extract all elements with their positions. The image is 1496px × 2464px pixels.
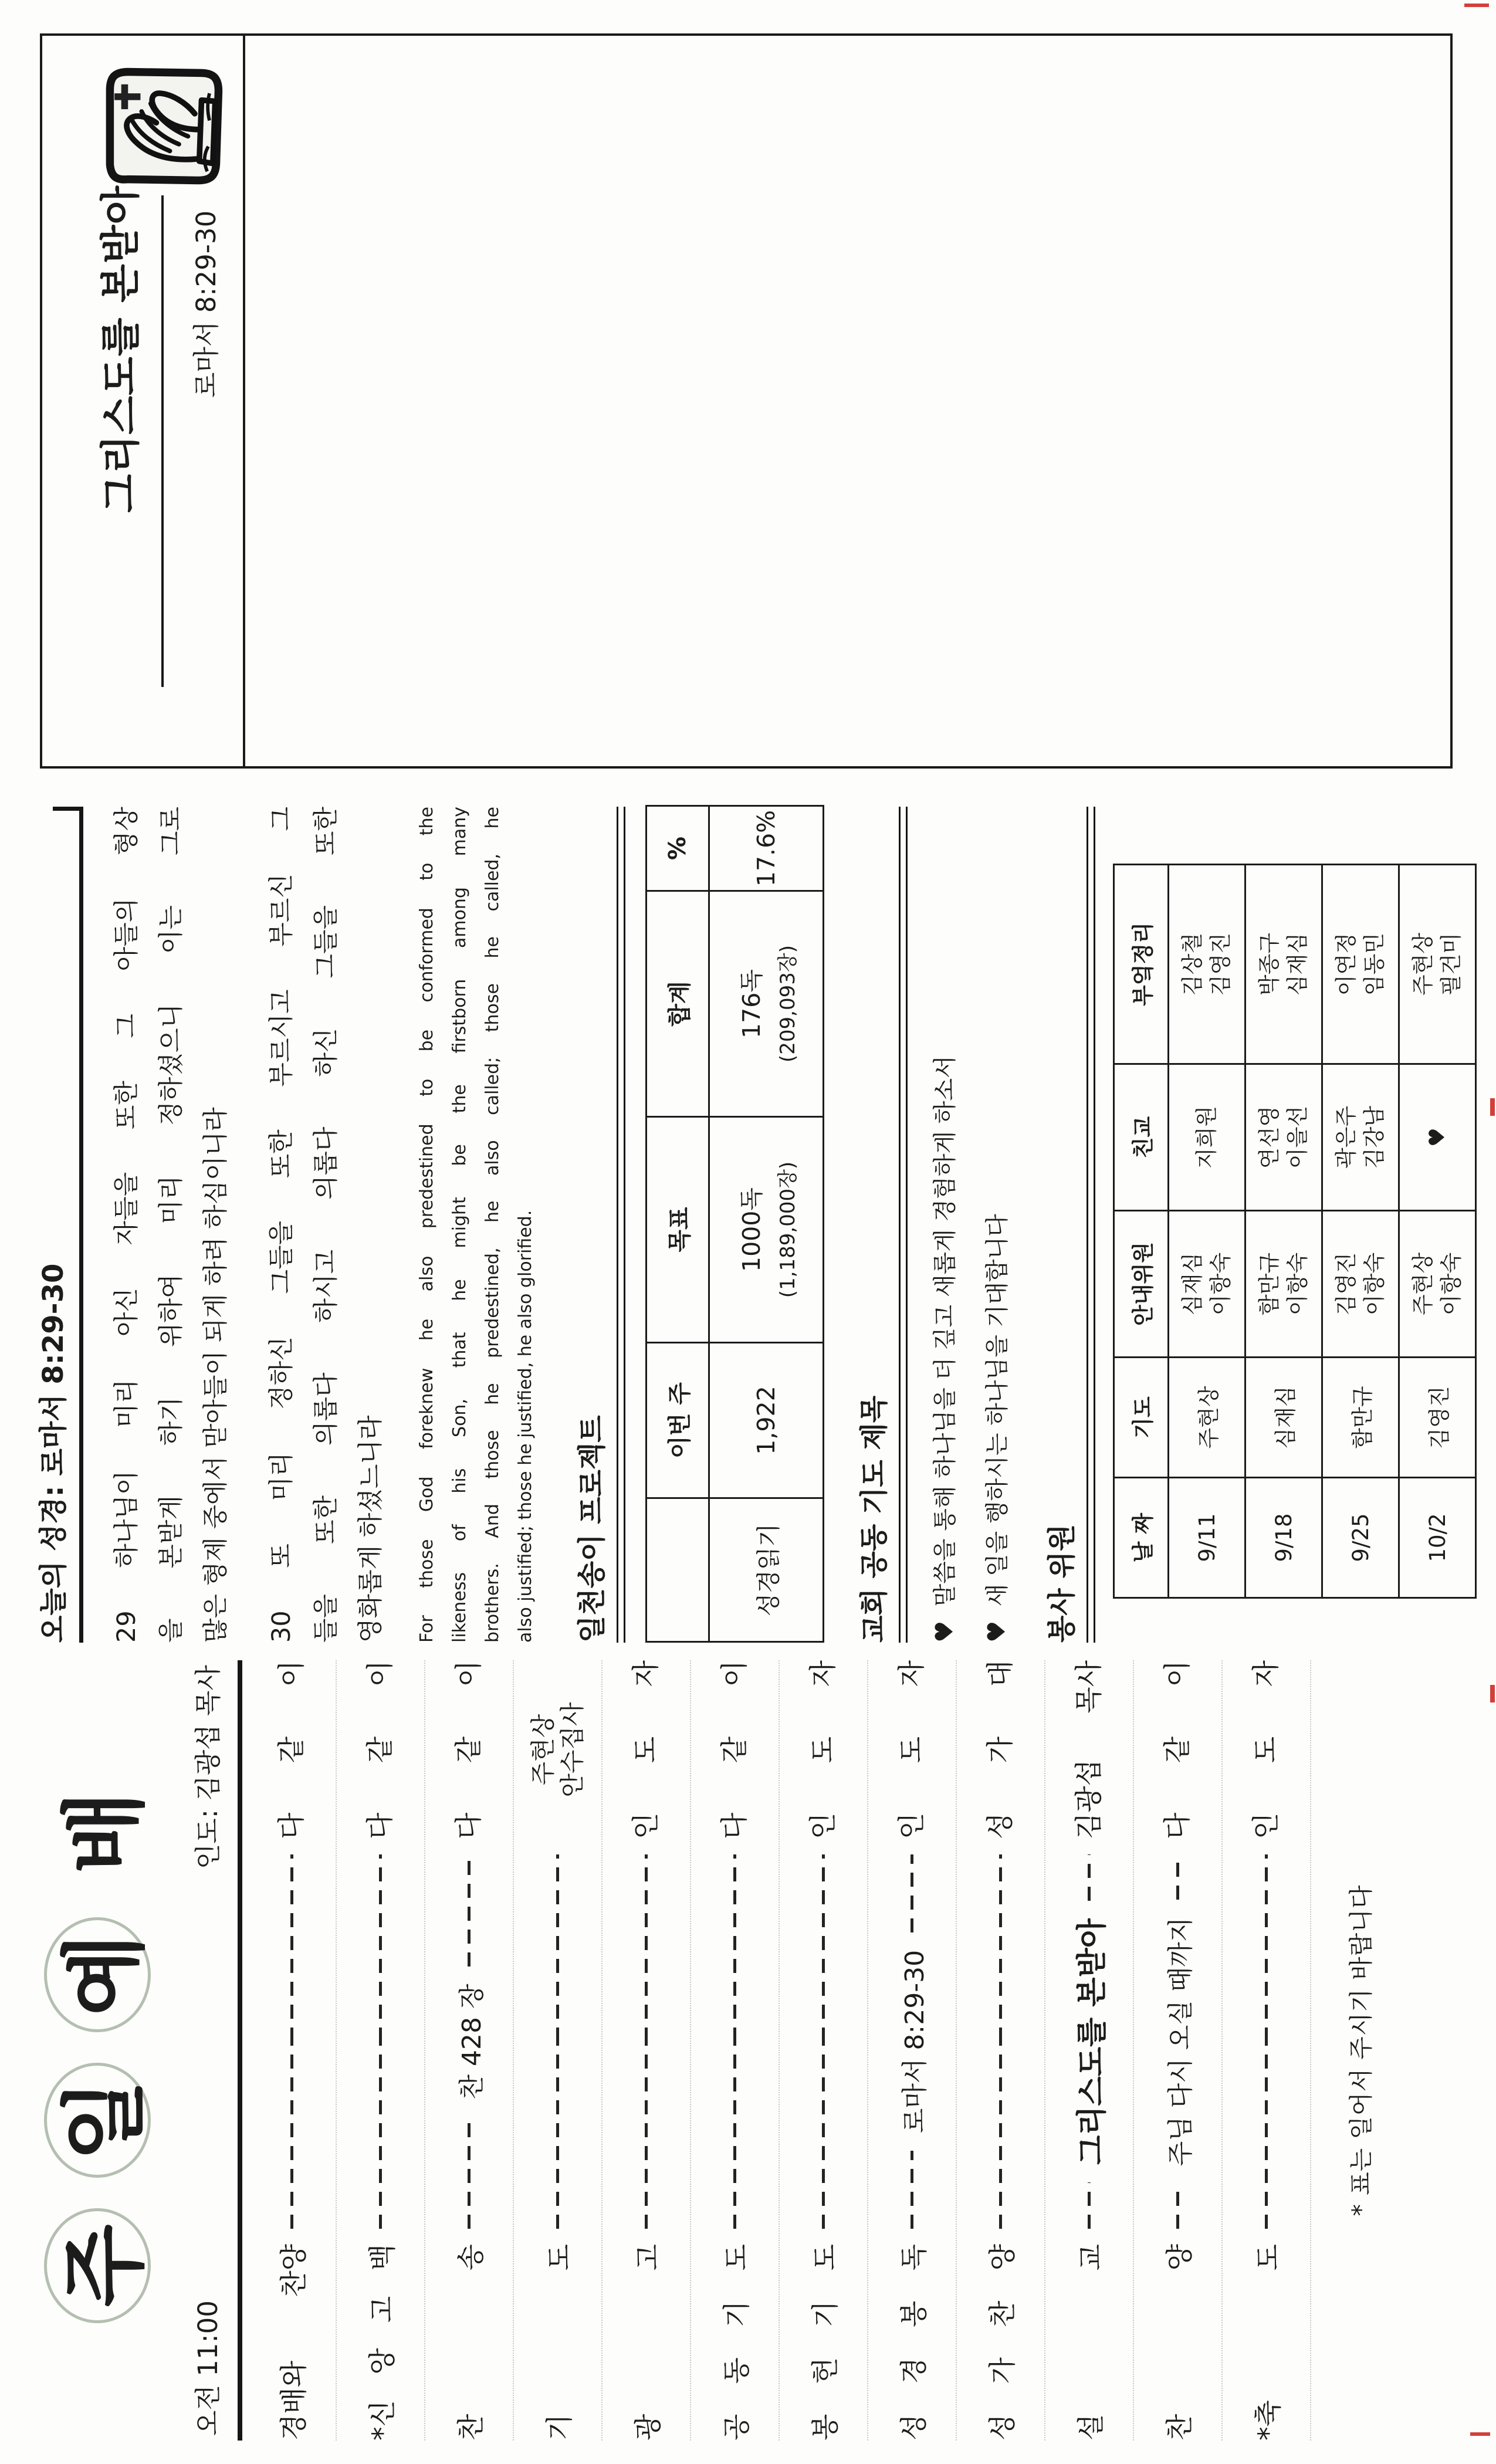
volunteer-prayer: 주현상 — [1169, 1358, 1245, 1478]
volunteer-name: ♥ — [1424, 1127, 1450, 1148]
worship-item-role-line: 다 같 이 — [275, 1660, 308, 1839]
worship-item-label: 설 교 — [1075, 2244, 1108, 2441]
worship-item-role — [807, 1660, 840, 1839]
worship-item-role-line: 안수집사 — [557, 1702, 587, 1798]
volunteer-name: 필건미 — [1439, 932, 1464, 996]
worship-item-leader — [822, 1854, 825, 2229]
volunteer-date: 9/11 — [1169, 1478, 1245, 1598]
volunteer-name: 임동민 — [1362, 932, 1387, 996]
project-goal-value — [709, 1117, 824, 1343]
heart-bullet-icon: ♥ — [982, 1620, 1011, 1643]
volunteer-ushers — [1322, 1211, 1399, 1358]
worship-item-label: 기 도 — [544, 2244, 576, 2441]
project-col-this-week: 이번 주 — [647, 1343, 709, 1498]
leader-dash — [556, 2042, 559, 2229]
worship-calligraphy-title — [42, 1660, 153, 2441]
worship-item-label: 찬 송 — [455, 2244, 488, 2441]
scan-artifact — [1470, 2432, 1490, 2436]
worship-item-role — [1073, 1660, 1105, 1839]
worship-item — [603, 1660, 691, 2441]
scripture-heading-underline — [79, 807, 83, 1643]
volunteers-table — [1113, 864, 1477, 1599]
verse-30-block — [259, 807, 393, 1643]
volunteer-name: 곽은주 — [1333, 1105, 1359, 1169]
leader-dash — [556, 1854, 559, 2042]
worship-item-role-line: 인 도 자 — [1250, 1660, 1282, 1839]
worship-item-role-line: 인 도 자 — [895, 1660, 928, 1839]
project-row-label: 성경읽기 — [709, 1498, 824, 1642]
scripture-heading: 오늘의 성경: 로마서 8:29-30 — [37, 1263, 70, 1643]
project-table — [645, 805, 824, 1643]
section-double-rule — [899, 807, 908, 1643]
text-line: 많은 형제 중에서 맏아들이 되게 하려 하심이니라 — [201, 1107, 231, 1643]
worship-item-role — [984, 1660, 1017, 1839]
volunteer-name: 김강남 — [1362, 1105, 1387, 1169]
volunteer-name: 이항숙 — [1439, 1252, 1464, 1316]
volunteer-fellowship — [1245, 1064, 1322, 1211]
worship-item-leader — [451, 1854, 488, 2229]
leader-dash — [1088, 2182, 1091, 2229]
worship-item-label: 성 경 봉 독 — [898, 2244, 930, 2441]
worship-item-role — [896, 1660, 928, 1839]
prayer-topic — [926, 807, 960, 1643]
volunteer-name: 심재심 — [1285, 932, 1310, 996]
worship-item — [248, 1660, 337, 2441]
worship-item-label: 성 가 찬 양 — [987, 2244, 1019, 2441]
worship-item-leader — [290, 1854, 293, 2229]
volunteer-name: 심재심 — [1179, 1252, 1205, 1316]
volunteer-ushers — [1399, 1211, 1476, 1358]
worship-item-label: *축 도 — [1253, 2244, 1285, 2441]
leader-dash — [911, 1854, 913, 1932]
volunteer-date: 9/25 — [1322, 1478, 1399, 1598]
service-time: 오전 11:00 — [192, 2300, 224, 2436]
leader-dash — [468, 2117, 471, 2229]
verse-29-block — [104, 807, 238, 1643]
prayer-topic-text: 말씀을 통해 하나님을 더 깊고 새롭게 경험하게 하소서 — [932, 1055, 959, 1607]
praying-hands-cross-icon — [100, 64, 226, 188]
worship-item-role-line: 다 같 이 — [1161, 1660, 1194, 1839]
text-line: 30 또 미리 정하신 그들을 또한 부르시고 부르신 그 — [267, 807, 296, 1643]
volunteer-fellowship — [1399, 1064, 1476, 1211]
project-table-data-row — [709, 806, 824, 1642]
service-leader: 인도: 김광섭 목사 — [192, 1665, 224, 1870]
cover-reference: 로마서 8:29-30 — [191, 210, 222, 398]
volunteer-name: 이연정 — [1333, 932, 1359, 996]
volunteer-kitchen — [1245, 865, 1322, 1064]
volunteer-prayer: 김영진 — [1399, 1358, 1476, 1478]
volunteer-fellowship — [1169, 1064, 1245, 1211]
title-char-circled: 일 — [44, 2063, 151, 2178]
worship-item-leader — [1067, 1854, 1111, 2229]
worship-item-role-line: 다 같 이 — [718, 1660, 751, 1839]
volunteer-name: 박종구 — [1256, 932, 1282, 996]
worship-item-role — [1162, 1660, 1194, 1839]
scan-artifact — [1490, 1098, 1495, 1116]
worship-item-label: 봉 헌 기 도 — [810, 2244, 842, 2441]
total-main: 176독 — [737, 969, 766, 1038]
volunteer-kitchen — [1399, 865, 1476, 1064]
goal-main: 1000독 — [737, 1187, 766, 1272]
leader-dash — [733, 1854, 736, 2042]
volunteer-name: 이항숙 — [1285, 1252, 1310, 1316]
project-col-total: 합계 — [647, 891, 709, 1117]
worship-item — [780, 1660, 868, 2441]
volunteers-col-date: 날 짜 — [1114, 1478, 1169, 1598]
project-col-blank — [647, 1498, 709, 1642]
worship-item-role-line: 인 도 자 — [629, 1660, 662, 1839]
leader-dash — [822, 2042, 825, 2229]
worship-item-role — [453, 1660, 485, 1839]
leader-dash — [999, 1854, 1002, 2042]
text-line: likeness of his Son, that he might be the firstborn among many — [449, 807, 470, 1643]
worship-item-leader — [556, 1854, 559, 2229]
project-percent-value: 17.6% — [709, 806, 824, 891]
worship-item-leader — [379, 1854, 382, 2229]
worship-item-leader — [893, 1854, 931, 2229]
text-line: For those God foreknew he also predestined to be conformed to the — [417, 807, 437, 1643]
worship-item — [1134, 1660, 1223, 2441]
project-total-value — [709, 891, 824, 1117]
leader-dash — [290, 1854, 293, 2042]
goal-sub: (1,189,000장) — [776, 1161, 800, 1298]
volunteer-date: 9/18 — [1245, 1478, 1322, 1598]
leader-dash — [1176, 2184, 1179, 2229]
volunteer-name: 이항숙 — [1362, 1252, 1387, 1316]
heart-bullet-icon: ♥ — [930, 1620, 959, 1643]
volunteer-row — [1399, 865, 1476, 1598]
worship-item — [425, 1660, 514, 2441]
worship-item-role — [529, 1660, 587, 1839]
volunteer-name: 김영진 — [1208, 932, 1233, 996]
worship-item — [1045, 1660, 1134, 2441]
worship-item-role — [276, 1660, 308, 1839]
leader-dash — [822, 1854, 825, 2042]
worship-item-label: 찬 양 — [1164, 2244, 1196, 2441]
cover-title: 그리스도를 본받아 — [98, 185, 144, 513]
worship-header-rule — [238, 1660, 242, 2441]
worship-item-role-line: 성 가 대 — [984, 1660, 1017, 1839]
text-line: brothers. And those he predestined, he also called; those he called, he — [482, 807, 503, 1643]
worship-item-role — [630, 1660, 662, 1839]
volunteers-heading: 봉사 위원 — [1045, 1524, 1078, 1643]
project-table-header-row — [647, 806, 709, 1642]
volunteer-row — [1169, 865, 1245, 1598]
worship-item-role — [719, 1660, 751, 1839]
worship-item-list — [248, 1660, 1311, 2441]
leader-dash — [1265, 1854, 1268, 2042]
cover-panel — [40, 33, 1453, 769]
volunteer-name: 이을선 — [1285, 1105, 1310, 1169]
section-double-rule — [1087, 807, 1095, 1643]
worship-item-leader — [733, 1854, 736, 2229]
worship-item-detail: 그리스도를 본받아 — [1075, 1918, 1110, 2165]
volunteer-row — [1245, 865, 1322, 1598]
worship-item-leader — [645, 1854, 648, 2229]
text-line: 들을 또한 의롭다 하시고 의롭다 하신 그들을 또한 — [312, 807, 341, 1643]
volunteer-name: 함만규 — [1256, 1252, 1282, 1316]
worship-item-role-line: 주현상 — [528, 1714, 557, 1786]
worship-item-label: *신 앙 고 백 — [367, 2244, 399, 2441]
text-line: 을 본받게 하기 위하여 미리 정하셨으니 이는 그로 — [157, 807, 186, 1643]
worship-header-line — [187, 1665, 225, 2436]
worship-item-label: 광 고 — [632, 2244, 665, 2441]
worship-item — [868, 1660, 957, 2441]
prayer-topic-text: 새 일을 행하시는 하나님을 기대합니다 — [984, 1214, 1011, 1607]
leader-dash — [645, 2042, 648, 2229]
volunteer-ushers — [1245, 1211, 1322, 1358]
volunteer-name: 지희원 — [1193, 1105, 1219, 1169]
worship-item-detail: 찬 428 장 — [456, 1984, 487, 2100]
volunteers-col-ushers: 안내위원 — [1114, 1211, 1169, 1358]
worship-item — [1223, 1660, 1311, 2441]
project-col-percent: % — [647, 806, 709, 891]
volunteer-fellowship — [1322, 1064, 1399, 1211]
section-double-rule — [617, 807, 625, 1643]
text-line: 29 하나님이 미리 아신 자들을 또한 그 아들의 형상 — [112, 807, 141, 1643]
worship-item-role-line: 김광섭 목사 — [1072, 1660, 1105, 1839]
volunteer-name: 김상철 — [1179, 932, 1205, 996]
leader-dash — [379, 1854, 382, 2042]
prayer-topic — [979, 807, 1012, 1643]
worship-item — [337, 1660, 425, 2441]
leader-dash — [1265, 2042, 1268, 2229]
prayer-topic-list — [926, 807, 1012, 1643]
scan-artifact — [1490, 1685, 1495, 1703]
cover-title-rule — [161, 195, 164, 687]
leader-dash — [1088, 1854, 1091, 1901]
scripture-news-panel — [31, 807, 1474, 1643]
worship-item-detail: 로마서 8:29-30 — [899, 1949, 930, 2134]
leader-dash — [379, 2042, 382, 2229]
project-this-week-value: 1,922 — [709, 1343, 824, 1498]
leader-dash — [733, 2042, 736, 2229]
title-char-circled: 주 — [44, 2208, 151, 2323]
english-verse-block — [411, 807, 542, 1643]
worship-item-detail: 주님 다시 오실 때까지 — [1165, 1917, 1196, 2167]
worship-item — [514, 1660, 603, 2441]
worship-item-leader — [1159, 1854, 1197, 2229]
leader-dash — [468, 1854, 471, 1967]
text-line: 영화롭게 하셨느니라 — [356, 1415, 385, 1643]
prayer-heading: 교회 공동 기도 제목 — [858, 1395, 891, 1643]
leader-dash — [999, 2042, 1002, 2229]
volunteer-prayer: 심재심 — [1245, 1358, 1322, 1478]
cover-separator-line — [243, 36, 245, 766]
volunteer-date: 10/2 — [1399, 1478, 1476, 1598]
volunteer-ushers — [1169, 1211, 1245, 1358]
worship-item — [691, 1660, 780, 2441]
worship-item-label: 경배와 찬양 — [278, 2244, 310, 2441]
title-char-circled: 예 — [44, 1917, 151, 2032]
worship-item — [957, 1660, 1045, 2441]
worship-item-role-line: 인 도 자 — [807, 1660, 840, 1839]
volunteer-name: 주현상 — [1410, 932, 1436, 996]
leader-dash — [290, 2042, 293, 2229]
volunteers-col-kitchen: 부엌정리 — [1114, 865, 1169, 1064]
project-heading: 일천송이 프로젝트 — [576, 1415, 608, 1643]
volunteer-name: 주현상 — [1410, 1252, 1436, 1316]
volunteer-kitchen — [1169, 865, 1245, 1064]
worship-item-label: 공 동 기 도 — [721, 2244, 753, 2441]
worship-item-role-line: 다 같 이 — [364, 1660, 397, 1839]
volunteer-row — [1322, 865, 1399, 1598]
volunteer-prayer: 함만규 — [1322, 1358, 1399, 1478]
volunteer-kitchen — [1322, 865, 1399, 1064]
volunteers-col-prayer: 기도 — [1114, 1358, 1169, 1478]
scan-artifact — [1464, 4, 1489, 7]
worship-order-panel — [29, 1660, 1473, 2441]
leader-dash — [1176, 1854, 1179, 1900]
total-sub: (209,093장) — [776, 945, 800, 1062]
volunteers-header-row — [1114, 865, 1169, 1598]
standing-footnote: * 표는 일어서 주시기 바랍니다 — [1347, 1884, 1375, 2216]
volunteer-name: 이항숙 — [1208, 1252, 1233, 1316]
volunteers-col-fellowship: 친교 — [1114, 1064, 1169, 1211]
leader-dash — [911, 2151, 913, 2229]
worship-item-role — [364, 1660, 397, 1839]
worship-item-leader — [1265, 1854, 1268, 2229]
volunteer-name: 김영진 — [1333, 1252, 1359, 1316]
volunteer-name: 연선영 — [1256, 1105, 1282, 1169]
title-char: 배 — [55, 1791, 155, 1874]
worship-item-leader — [999, 1854, 1002, 2229]
worship-item-role — [1250, 1660, 1282, 1839]
text-line: also justified; those he justified, he also glorified. — [515, 1210, 536, 1643]
worship-item-role-line: 다 같 이 — [452, 1660, 485, 1839]
project-col-goal: 목표 — [647, 1117, 709, 1343]
leader-dash — [645, 1854, 648, 2042]
